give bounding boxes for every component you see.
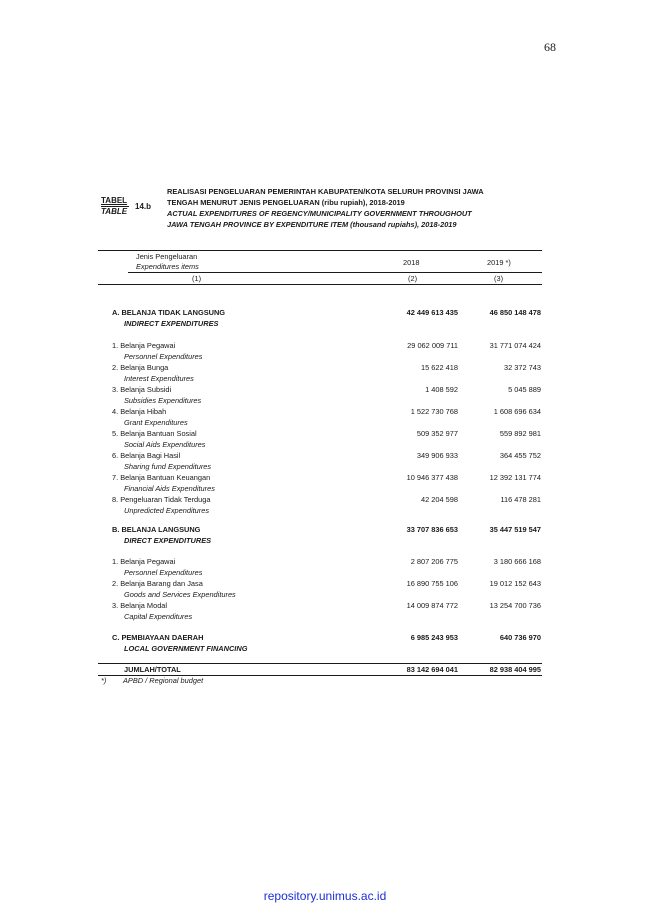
row-label: 2. Belanja Barang dan Jasa bbox=[112, 579, 203, 588]
header-bottom-rule bbox=[98, 284, 542, 285]
row-label: 5. Belanja Bantuan Sosial bbox=[112, 429, 197, 438]
row-value-2018: 10 946 377 438 bbox=[406, 473, 458, 482]
row-label-en: Personnel Expenditures bbox=[124, 568, 203, 577]
row-value-2018: 509 352 977 bbox=[416, 429, 458, 438]
row-value-2019: 559 892 981 bbox=[499, 429, 541, 438]
column-number-1: (1) bbox=[192, 274, 202, 283]
row-label: 3. Belanja Subsidi bbox=[112, 385, 172, 394]
row-label: 6. Belanja Bagi Hasil bbox=[112, 451, 181, 460]
row-label-en: Financial Aids Expenditures bbox=[124, 484, 215, 493]
row-value-2019: 5 045 889 bbox=[508, 385, 541, 394]
row-value-2019: 640 736 970 bbox=[499, 633, 541, 642]
row-value-2018: 2 807 206 775 bbox=[410, 557, 458, 566]
row-label: 1. Belanja Pegawai bbox=[112, 341, 176, 350]
column-header-2018: 2018 bbox=[403, 258, 420, 267]
row-value-2019: 13 254 700 736 bbox=[489, 601, 541, 610]
row-value-2019: 3 180 666 168 bbox=[493, 557, 541, 566]
row-value-2018: 29 062 009 711 bbox=[407, 341, 458, 350]
row-label: 3. Belanja Modal bbox=[112, 601, 168, 610]
header-mid-rule bbox=[128, 272, 542, 273]
row-label-en: Subsidies Expenditures bbox=[124, 396, 202, 405]
row-label: C. PEMBIAYAAN DAERAH bbox=[112, 633, 204, 642]
row-label: 4. Belanja Hibah bbox=[112, 407, 167, 416]
row-value-2019: 12 392 131 774 bbox=[489, 473, 541, 482]
row-label-en: Unpredicted Expenditures bbox=[124, 506, 210, 515]
caption-line-3: ACTUAL EXPENDITURES OF REGENCY/MUNICIPALITY GOVERNMENT THROUGHOUT bbox=[167, 209, 472, 218]
table-top-rule bbox=[98, 250, 542, 251]
row-label-en: Capital Expenditures bbox=[124, 612, 193, 621]
row-label: B. BELANJA LANGSUNG bbox=[112, 525, 201, 534]
row-value-2018: 6 985 243 953 bbox=[410, 633, 458, 642]
table-id bbox=[101, 196, 161, 216]
row-label-en: Social Aids Expenditures bbox=[124, 440, 206, 449]
footnote-mark: *) bbox=[101, 676, 107, 685]
repository-link[interactable]: repository.unimus.ac.id bbox=[263, 889, 387, 903]
row-value-2019: 31 771 074 424 bbox=[489, 341, 541, 350]
footnote-text: APBD / Regional budget bbox=[123, 676, 204, 685]
row-value-2019: 1 608 696 634 bbox=[493, 407, 541, 416]
row-label-en: Interest Expenditures bbox=[124, 374, 194, 383]
column-header-item-en: Expenditures items bbox=[136, 262, 199, 271]
row-value-2019: 19 012 152 643 bbox=[489, 579, 541, 588]
row-label: 1. Belanja Pegawai bbox=[112, 557, 176, 566]
row-value-2018: 1 408 592 bbox=[425, 385, 458, 394]
row-value-2019: 35 447 519 547 bbox=[489, 525, 541, 534]
row-value-2018: 349 906 933 bbox=[416, 451, 458, 460]
table-caption bbox=[167, 186, 547, 230]
row-value-2018: 16 890 755 106 bbox=[406, 579, 458, 588]
page-number: 68 bbox=[544, 40, 556, 54]
column-number-3: (3) bbox=[494, 274, 504, 283]
row-value-2018: 1 522 730 768 bbox=[410, 407, 458, 416]
row-label-en: Grant Expenditures bbox=[124, 418, 188, 427]
row-label: 2. Belanja Bunga bbox=[112, 363, 169, 372]
row-value-2018: 33 707 836 653 bbox=[406, 525, 458, 534]
row-value-2018: 42 449 613 435 bbox=[406, 308, 458, 317]
row-value-2018: 15 622 418 bbox=[421, 363, 458, 372]
row-label-en: INDIRECT EXPENDITURES bbox=[124, 319, 219, 328]
row-value-2019: 364 455 752 bbox=[499, 451, 541, 460]
column-header-item-id: Jenis Pengeluaran bbox=[136, 252, 198, 261]
table-number: 14.b bbox=[135, 202, 152, 211]
row-label: 8. Pengeluaran Tidak Terduga bbox=[112, 495, 211, 504]
total-value-2018: 83 142 694 041 bbox=[406, 665, 458, 674]
caption-line-4: JAWA TENGAH PROVINCE BY EXPENDITURE ITEM (thousand rupiahs), 2018-2019 bbox=[167, 220, 457, 229]
column-header-item bbox=[136, 252, 199, 272]
total-value-2019: 82 938 404 995 bbox=[489, 665, 541, 674]
column-number-2: (2) bbox=[408, 274, 418, 283]
row-label-en: LOCAL GOVERNMENT FINANCING bbox=[124, 644, 248, 653]
row-value-2019: 32 372 743 bbox=[504, 363, 541, 372]
row-label-en: Sharing fund Expenditures bbox=[124, 462, 212, 471]
row-value-2018: 14 009 874 772 bbox=[406, 601, 458, 610]
table-label-en: TABLE bbox=[101, 207, 128, 216]
row-value-2018: 42 204 598 bbox=[421, 495, 458, 504]
row-label: A. BELANJA TIDAK LANGSUNG bbox=[112, 308, 226, 317]
row-label-en: Personnel Expenditures bbox=[124, 352, 203, 361]
row-value-2019: 46 850 148 478 bbox=[489, 308, 541, 317]
caption-line-2: TENGAH MENURUT JENIS PENGELUARAN (ribu rupiah), 2018-2019 bbox=[167, 198, 405, 207]
row-label: 7. Belanja Bantuan Keuangan bbox=[112, 473, 211, 482]
caption-line-1: REALISASI PENGELUARAN PEMERINTAH KABUPATEN/KOTA SELURUH PROVINSI JAWA bbox=[167, 187, 484, 196]
column-header-2019: 2019 *) bbox=[487, 258, 511, 267]
table-label-id: TABEL bbox=[101, 196, 128, 205]
total-label: JUMLAH/TOTAL bbox=[124, 665, 181, 674]
row-value-2019: 116 478 281 bbox=[500, 495, 541, 504]
row-label-en: Goods and Services Expenditures bbox=[124, 590, 236, 599]
row-label-en: DIRECT EXPENDITURES bbox=[124, 536, 212, 545]
